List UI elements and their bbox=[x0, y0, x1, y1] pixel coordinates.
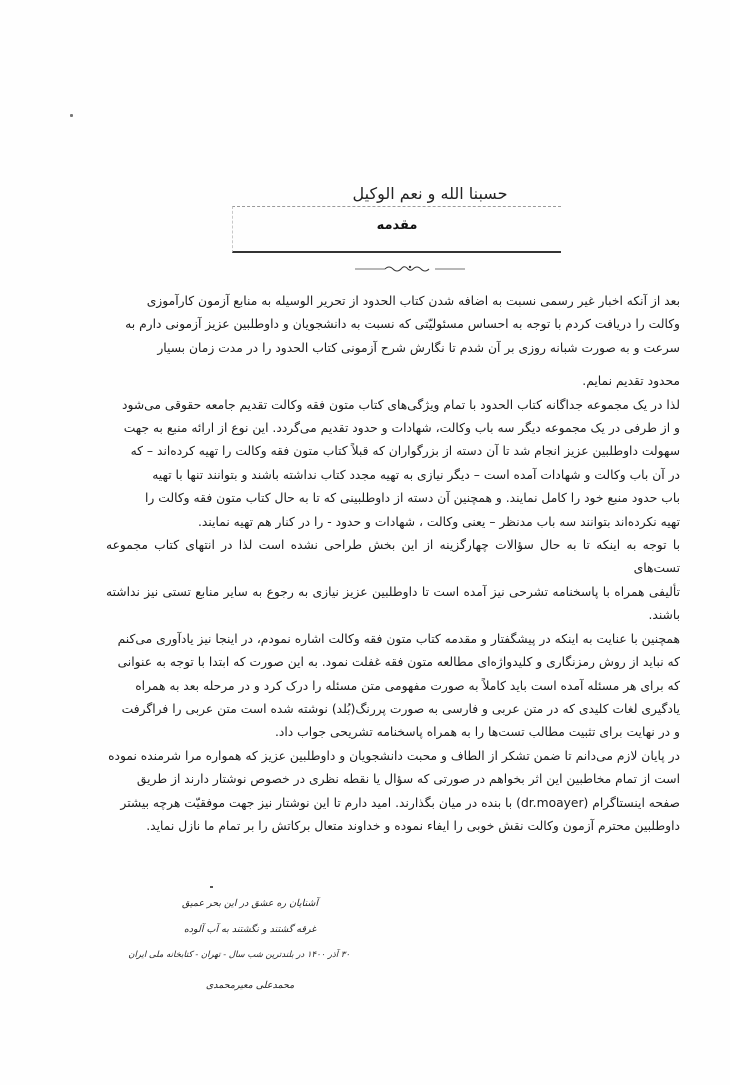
paragraph-line: تهیه نکرده‌اند بتوانند سه باب مدنظر – یعنی وکالت ، شهادات و حدود - را در کنار هم تهیه نمایند. bbox=[197, 514, 680, 529]
signature-block bbox=[128, 898, 350, 1006]
paragraph-line: که برای هر مسئله آمده است باید کاملاً به صورت مفهومی متن مسئله را درک کرد و در مرحله بعد به همراه bbox=[135, 678, 680, 693]
paragraph-line: سرعت و به صورت شبانه روزی بر آن شدم تا نگارش شرح آزمونی کتاب الحدود را در مدت زمان بسیار bbox=[157, 340, 680, 355]
signature-author: محمدعلی معیرمحمدی bbox=[205, 980, 295, 991]
paragraph-line: و از طرفی در یک مجموعه دیگر سه باب وکالت، شهادات و حدود تقدیم می‌گردد. این نوع از ارائه منبع به جهت bbox=[123, 421, 680, 436]
paragraph-line: همچنین با عنایت به اینکه در پیشگفتار و مقدمه کتاب متون فقه وکالت اشاره نمودم، در اینجا نیز یادآوری می‌کنم bbox=[117, 631, 680, 646]
paragraph-line: که نباید از روش رمزنگاری و کلیدواژه‌ای مطالعه متون فقه غفلت نمود. به این صورت که ابتدا با توجه به عنوانی bbox=[117, 655, 680, 670]
page-title: مقدمه bbox=[376, 218, 418, 233]
paragraph-line: بعد از آنکه اخبار غیر رسمی نسبت به اضافه شدن کتاب الحدود از تحریر الوسیله به منابع آزمون کارآموزی bbox=[146, 294, 680, 308]
signature-verse-2: غرقه گشتند و نگشتند به آب آلوده bbox=[183, 924, 317, 935]
paragraph-line: یادگیری لغات کلیدی که در متن عربی و فارسی به صورت پررنگ(بُلد) نوشته شده است متن عربی را فراگرفت bbox=[121, 701, 680, 716]
decorative-flourish-icon bbox=[355, 264, 465, 274]
title-box bbox=[232, 206, 561, 253]
scan-speck bbox=[210, 886, 213, 888]
paragraph-line: سهولت داوطلبین عزیز انجام شد تا آن دسته از بزرگواران که قبلاً کتاب متون فقه وکالت را تهیه کرده‌اند – که bbox=[130, 444, 680, 459]
signature-verse-1: آشنایان ره عشق در این بحر عمیق bbox=[182, 898, 318, 909]
scan-speck bbox=[70, 114, 73, 117]
paragraph-line: و در نهایت برای تثبیت مطالب تست‌ها را به همراه پاسخنامه تشریحی جواب داد. bbox=[275, 725, 680, 740]
paragraph-line: وکالت را دریافت کردم با توجه به احساس مسئولیّتی که نسبت به دانشجویان و داوطلبین عزیز آزمونی دارم به bbox=[125, 317, 680, 332]
paragraph-line: تألیفی همراه با پاسخنامه تشرحی نیز آمده است تا داوطلبین عزیز نیازی به رجوع به سایر منابع تستی نیز نداشته باشند. bbox=[106, 584, 680, 623]
paragraph-line: در پایان لازم می‌دانم تا ضمن تشکر از الطاف و محبت دانشجویان و داوطلبین عزیز که همواره مرا شرمنده نموده bbox=[108, 748, 680, 763]
paragraph-line: با توجه به اینکه تا به حال سؤالات چهارگزینه از این بخش طراحی نشده است لذا در انتهای کتاب مجموعه تست‌های bbox=[106, 538, 680, 576]
paragraph-line: است از تمام مخاطبین این اثر بخواهم در صورتی که سؤال یا نقطه نظری در خصوص نوشتار دارند از طریق bbox=[136, 772, 680, 787]
paragraph-line: لذا در یک مجموعه جداگانه کتاب الحدود با تمام ویژگی‌های کتاب متون فقه وکالت تقدیم جامعه حقوقی می‌شود bbox=[122, 397, 680, 412]
paragraph-line: داوطلبین محترم آزمون وکالت نقش خوبی را ایفاء نموده و خداوند متعال برکاتش را بر تمام ما نازل نماید. bbox=[146, 818, 680, 833]
paragraph-line: باب حدود منبع خود را کامل نمایند. و همچنین آن دسته از داوطلبینی که تا به حال کتاب متون فقه وکالت را bbox=[144, 491, 680, 506]
paragraph-line: محدود تقدیم نمایم. bbox=[582, 374, 680, 389]
signature-date-place: ۳۰ آذر ۱۴۰۰ در بلندترین شب سال - تهران - کتابخانه ملی ایران bbox=[128, 950, 350, 960]
paragraph-line: در آن باب وکالت و شهادات آمده است – دیگر نیازی به تهیه مجدد کتاب نداشته باشند و بتوانند تنها با تهیه bbox=[152, 467, 680, 482]
preface-body bbox=[106, 290, 680, 838]
paragraph-line: صفحه اینستاگرام (dr.moayer) با بنده در میان بگذارند. امید دارم تا این نوشتار نیز جهت موفقیّت هرچه بیشتر bbox=[120, 795, 680, 810]
invocation-heading: حسبنا الله و نعم الوکیل bbox=[352, 184, 508, 203]
